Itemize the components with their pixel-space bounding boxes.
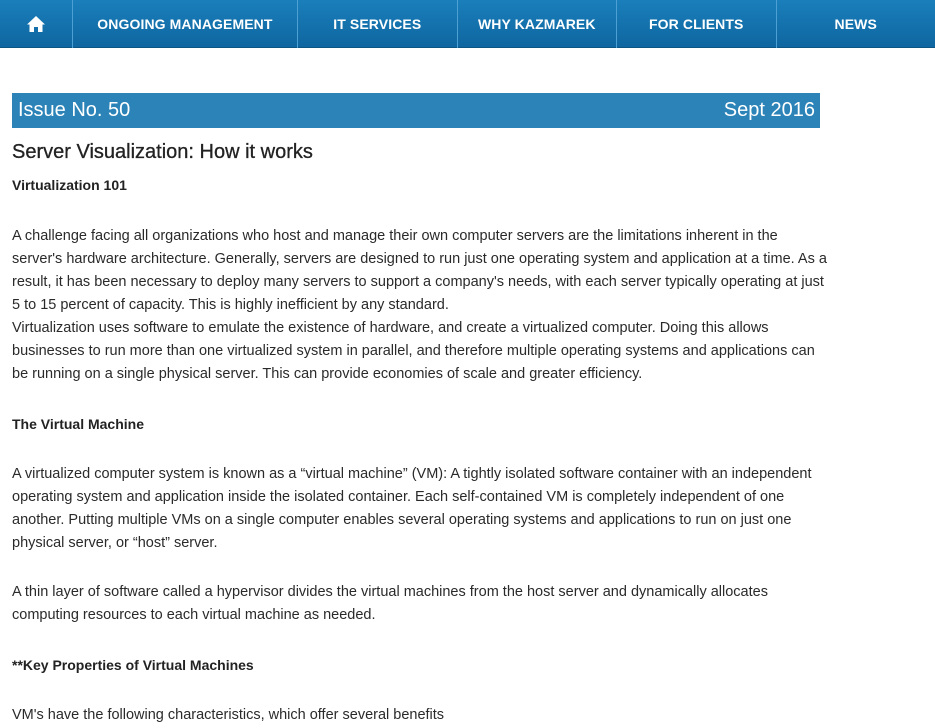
nav-item-for-clients[interactable]: FOR CLIENTS	[617, 0, 776, 48]
nav-item-it-services[interactable]: IT SERVICES	[298, 0, 457, 48]
section-heading-virtualization-101: Virtualization 101	[12, 177, 127, 193]
paragraph-vm-characteristics: VM's have the following characteristics, which offer several benefits	[12, 707, 445, 723]
home-icon	[26, 15, 46, 33]
nav-item-ongoing-management[interactable]: ONGOING MANAGEMENT	[73, 0, 298, 48]
nav-item-news[interactable]: NEWS	[834, 16, 877, 32]
top-navigation	[0, 0, 935, 48]
issue-date: Sept 2016	[723, 99, 815, 121]
paragraph-challenge: A challenge facing all organizations who host and manage their own computer servers are the limitations inherent in the server's hardware architecture. Generally, servers are designed to run just one operating system and application at a time. As a result, it has been necessary to deploy many servers to support a company's needs, with each server typically operating at just 5 to 15 percent of capacity. This is highly inefficient by any standard.	[12, 228, 827, 313]
paragraph-virtualization: Virtualization uses software to emulate the existence of hardware, and create a virtualized computer. Doing this allows businesses to run more than one virtualized system in parallel, and therefore multiple operating systems and applications can be running on a single physical server. This can provide economies of scale and greater efficiency.	[12, 320, 815, 382]
nav-item-why-kazmarek[interactable]: WHY KAZMAREK	[458, 0, 617, 48]
paragraph-virtual-machine: A virtualized computer system is known as a “virtual machine” (VM): A tightly isolated software container with an independent operating system and application inside the isolated container. Each self-contained VM is completely independent of one another. Putting multiple VMs on a single computer enables several operating systems and applications to run on just one physical server, or “host” server.	[12, 466, 812, 551]
paragraph-hypervisor: A thin layer of software called a hypervisor divides the virtual machines from the host server and dynamically allocates computing resources to each virtual machine as needed.	[12, 584, 768, 623]
issue-number: Issue No. 50	[18, 99, 131, 121]
nav-home-button[interactable]	[0, 0, 73, 48]
article-content	[12, 138, 827, 727]
section-heading-virtual-machine: The Virtual Machine	[12, 416, 144, 432]
issue-banner	[12, 93, 820, 128]
article-title: Server Visualization: How it works	[12, 141, 313, 163]
section-heading-key-properties: **Key Properties of Virtual Machines	[12, 657, 254, 673]
